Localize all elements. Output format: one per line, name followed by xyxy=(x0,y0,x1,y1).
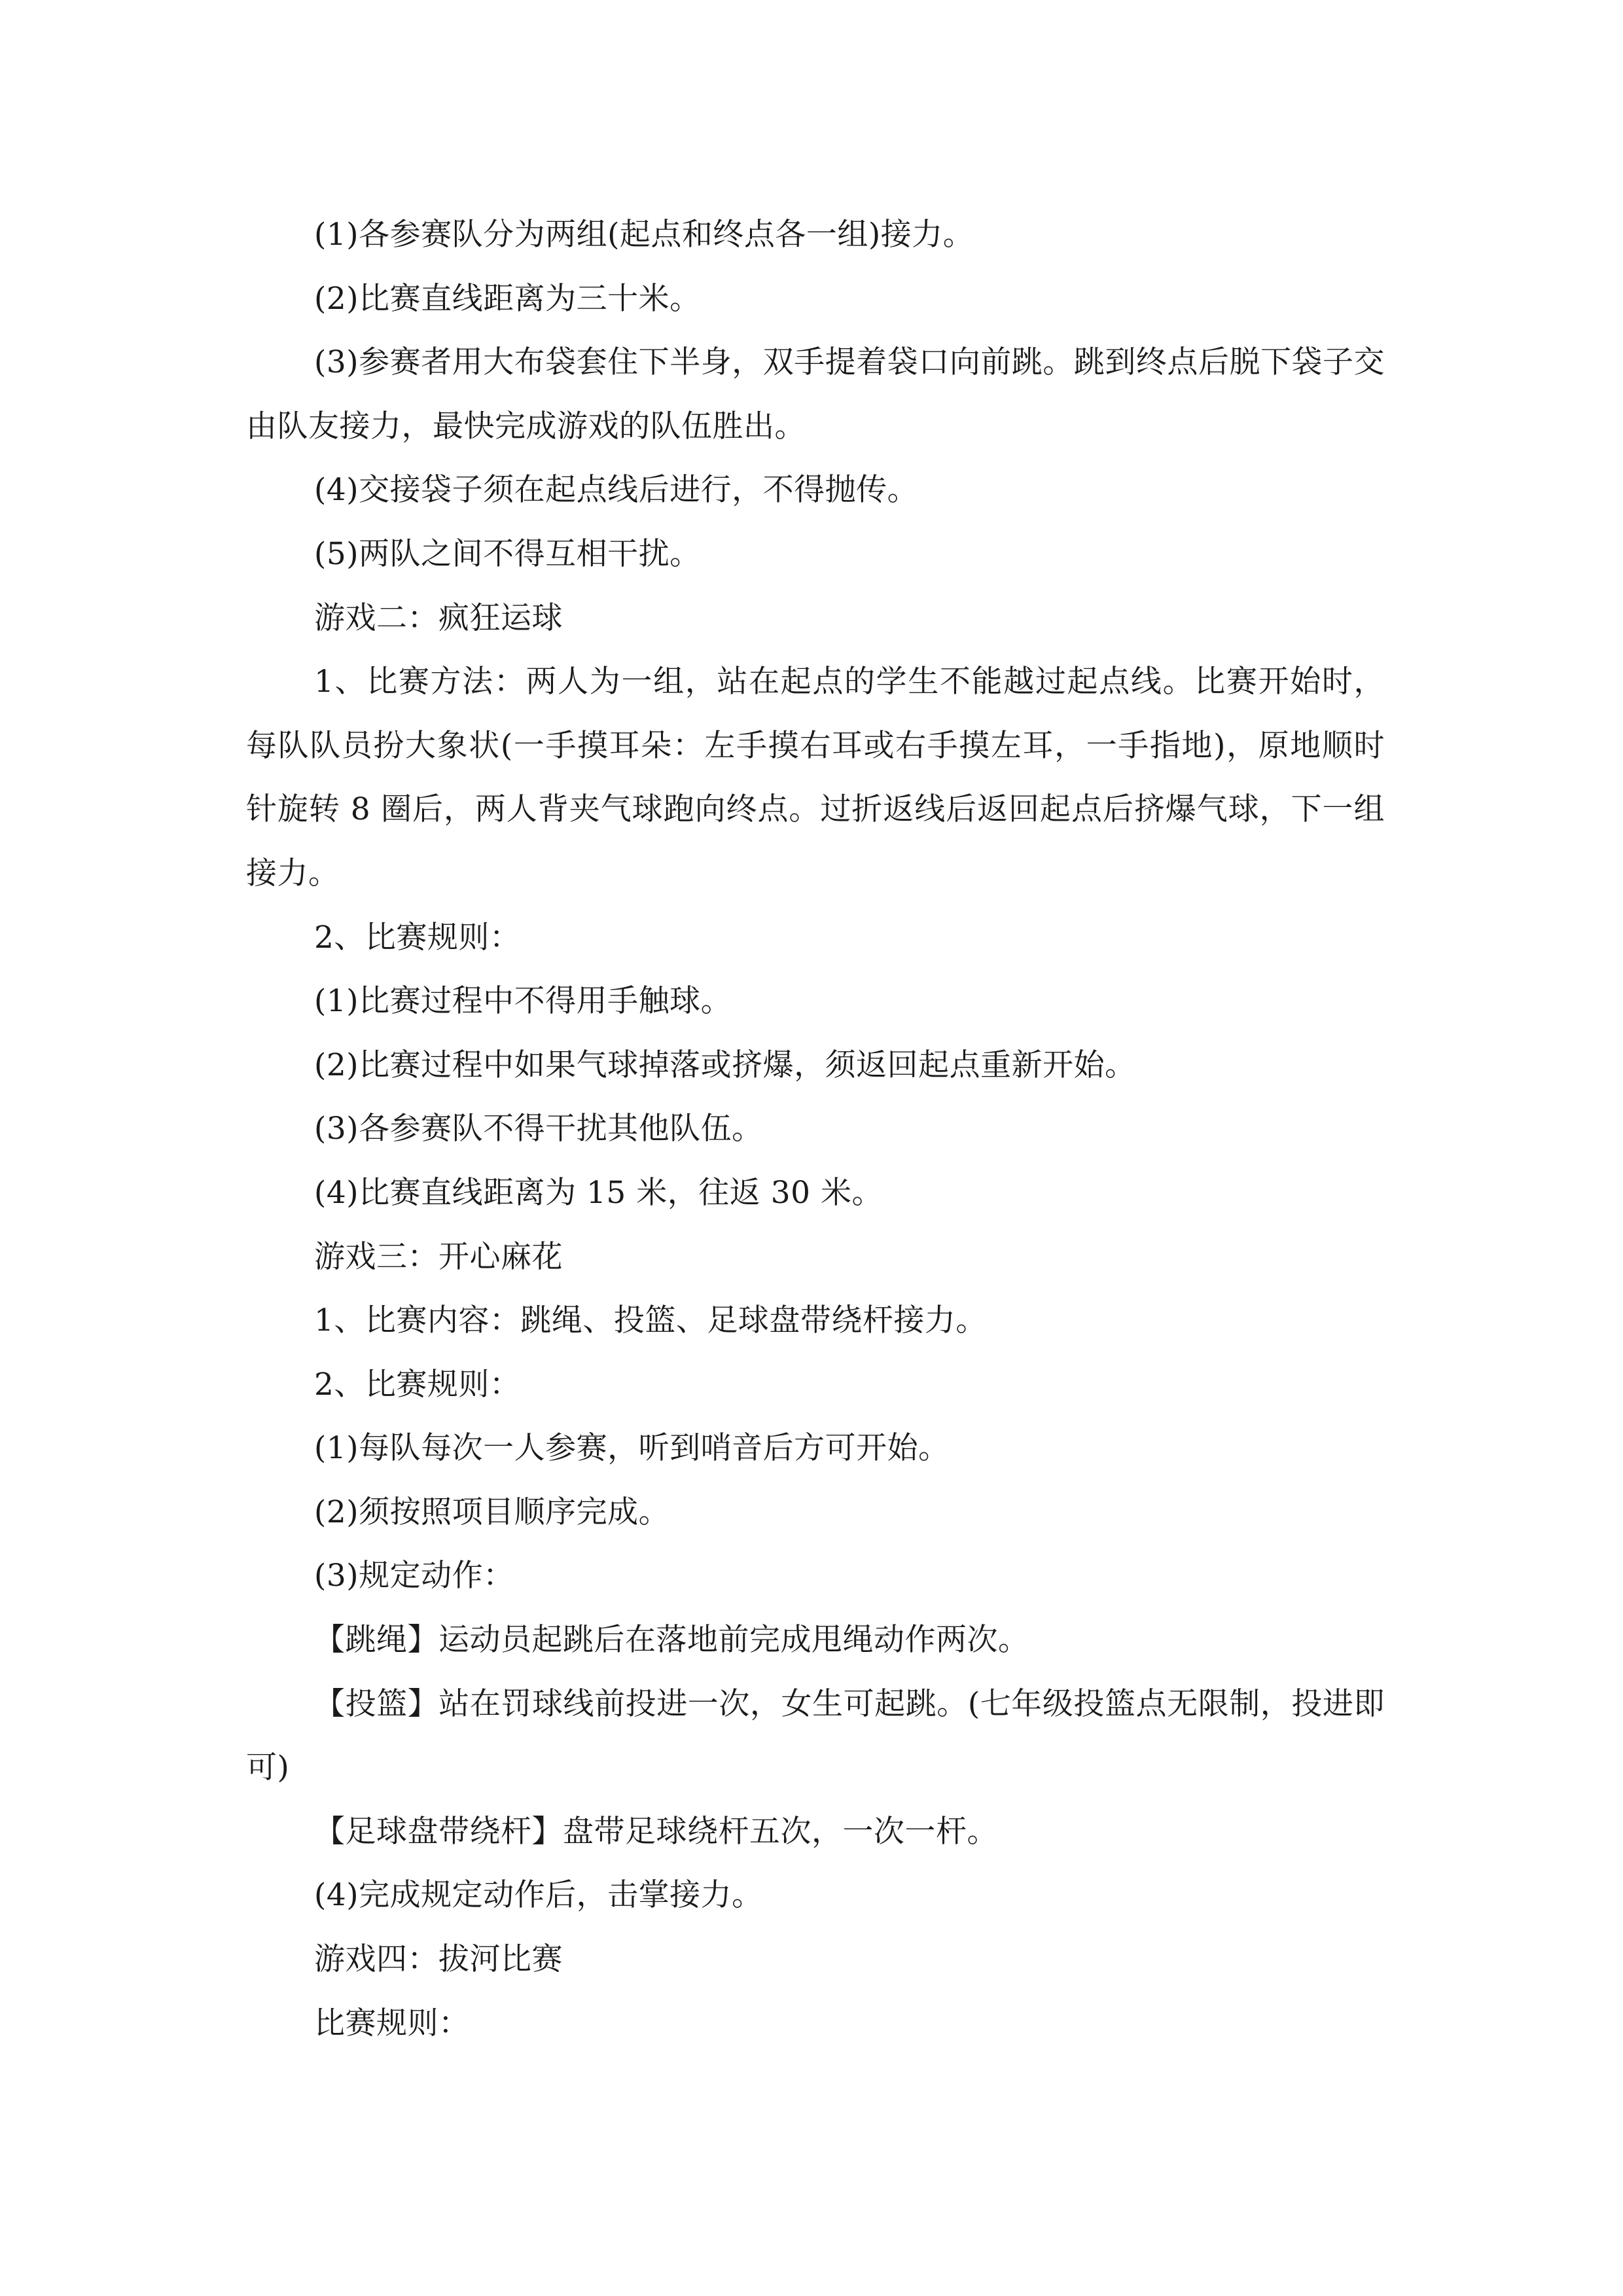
paragraph: (4)完成规定动作后，击掌接力。 xyxy=(314,1877,763,1914)
paragraph: 比赛规则： xyxy=(314,2005,470,2041)
paragraph: 【投篮】站在罚球线前投进一次，女生可起跳。(七年级投篮点无限制，投进即可) xyxy=(246,1685,1385,1786)
paragraph: (3)规定动作： xyxy=(314,1558,514,1594)
paragraph: (2)须按照项目顺序完成。 xyxy=(314,1494,670,1530)
paragraph: (2)比赛过程中如果气球掉落或挤爆，须返回起点重新开始。 xyxy=(314,1047,1136,1083)
paragraph: (1)各参赛队分为两组(起点和终点各一组)接力。 xyxy=(314,217,974,253)
section-heading-game-4: 游戏四：拔河比赛 xyxy=(314,1941,563,1978)
paragraph: (4)比赛直线距离为 15 米，往返 30 米。 xyxy=(314,1174,883,1211)
section-heading-game-3: 游戏三：开心麻花 xyxy=(314,1238,563,1275)
paragraph: (2)比赛直线距离为三十米。 xyxy=(314,280,701,317)
paragraph: (3)各参赛队不得干扰其他队伍。 xyxy=(314,1111,763,1147)
paragraph: (3)参赛者用大布袋套住下半身，双手提着袋口向前跳。跳到终点后脱下袋子交由队友接力，最快完成游戏的队伍胜出。 xyxy=(246,344,1385,444)
section-heading-game-2: 游戏二：疯狂运球 xyxy=(314,600,563,636)
paragraph: (4)交接袋子须在起点线后进行，不得抛传。 xyxy=(314,472,919,509)
paragraph: 【跳绳】运动员起跳后在落地前完成甩绳动作两次。 xyxy=(314,1622,1029,1659)
paragraph: 1、比赛内容：跳绳、投篮、足球盘带绕杆接力。 xyxy=(314,1302,987,1339)
paragraph: (5)两队之间不得互相干扰。 xyxy=(314,535,701,572)
paragraph: 2、比赛规则： xyxy=(314,919,521,956)
paragraph: 1、比赛方法：两人为一组，站在起点的学生不能越过起点线。比赛开始时，每队队员扮大象状(一手摸耳朵：左手摸右耳或右手摸左耳，一手指地)，原地顺时针旋转 8 圈后，两人背夹气球跑向终点。过折返线后返回起点后挤爆气球，下一组接力。 xyxy=(246,664,1385,891)
paragraph: (1)每队每次一人参赛，听到哨音后方可开始。 xyxy=(314,1430,950,1467)
paragraph: (1)比赛过程中不得用手触球。 xyxy=(314,983,732,1020)
paragraph: 【足球盘带绕杆】盘带足球绕杆五次，一次一杆。 xyxy=(314,1813,998,1850)
document-body xyxy=(246,203,1385,2055)
paragraph: 2、比赛规则： xyxy=(314,1366,521,1403)
